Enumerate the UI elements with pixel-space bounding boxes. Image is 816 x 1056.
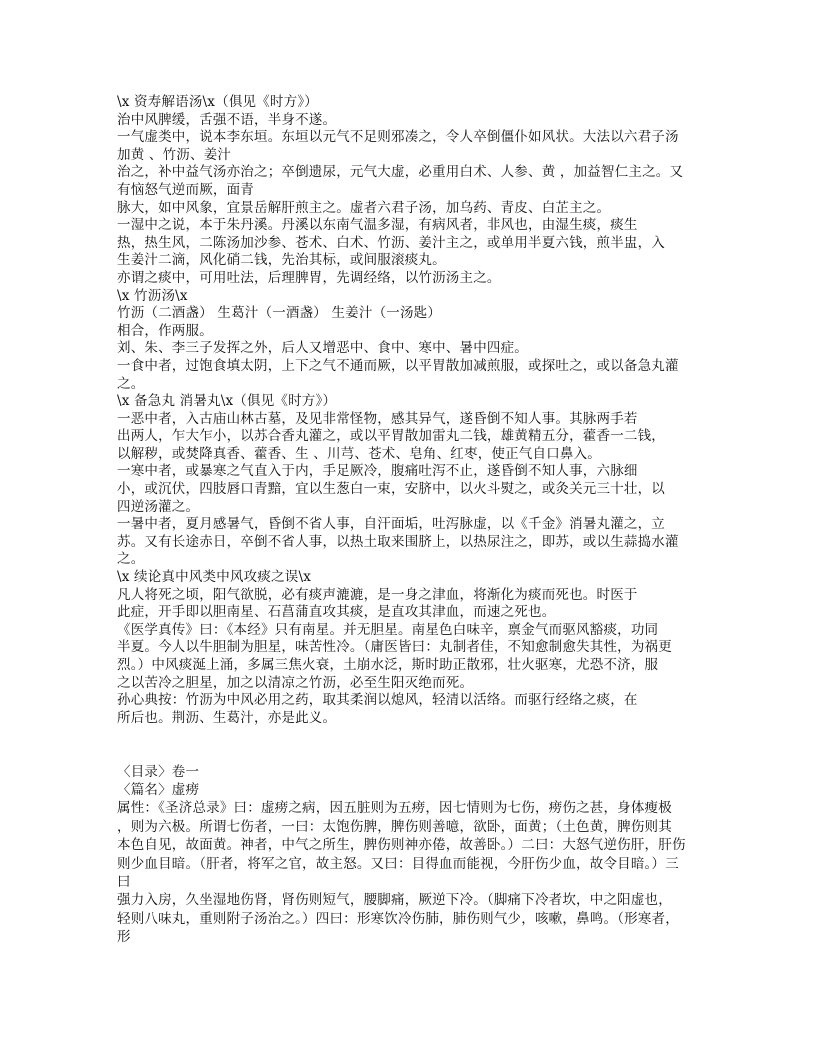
text-line: 相合，作两服。 — [117, 322, 213, 339]
text-line: 〈目录〉卷一 — [117, 763, 200, 780]
text-line: 一食中者，过饱食填太阴，上下之气不通而厥，以平胃散加减煎服，或探吐之，或以备急丸灌 — [117, 357, 679, 374]
text-line: 曰 — [117, 873, 131, 890]
text-line: 之。 — [117, 375, 145, 392]
section-zhongfeng — [117, 94, 717, 727]
text-line: 半夏。今人以牛胆制为胆星，味苦性冷。（庸医皆曰：丸制者佳，不知愈制愈失其性，为祸更 — [117, 639, 672, 656]
text-line: 凡人将死之顷，阳气欲脱，必有痰声漉漉，是一身之津血，将渐化为痰而死也。时医于 — [117, 586, 638, 603]
text-line: 加黄 、竹沥、姜汁 — [117, 146, 232, 163]
text-line: 烈。）中风痰涎上涌，多属三焦火衰，土崩水泛，斯时助正散邪，壮火驱寒，尤恐不济，服 — [117, 657, 659, 673]
blank-line — [117, 727, 717, 745]
text-line: 一寒中者，或暴寒之气直入于内，手足厥冷，腹痛吐泻不止，遂昏倒不知人事，六脉细 — [117, 463, 638, 480]
text-line: 脉大，如中风象，宜景岳解肝煎主之。虚者六君子汤，加乌药、青皮、白芷主之。 — [117, 199, 611, 216]
section-xulao — [117, 763, 717, 947]
text-line: \x 竹沥汤\x — [117, 287, 188, 304]
document-page — [117, 94, 717, 946]
text-line: 之以苦冷之胆星，加之以清凉之竹沥，必至生阳灭绝而死。 — [117, 674, 474, 691]
blank-line — [117, 745, 717, 763]
text-line: 一气虚类中，说本李东垣。东垣以元气不足则邪凑之，令人卒倒僵仆如风状。大法以六君子汤 — [117, 129, 679, 146]
text-line: 生姜汁二滴，风化硝二钱，先治其标，或间服滚痰丸。 — [117, 252, 446, 269]
text-line: 则少血目暗。（肝者，将军之官，故主怒。又曰：目得血而能视，今肝伤少血，故令目暗。）三 — [117, 855, 679, 872]
text-line: 孙心典按：竹沥为中风必用之药，取其柔润以熄风，轻清以活络。而驱行经络之痰，在 — [117, 692, 638, 709]
text-line: 热，热生风，二陈汤加沙参、苍术、白术、竹沥、姜汁主之，或单用半夏六钱，煎半盅，入 — [117, 234, 665, 251]
text-line: 出两人，乍大乍小，以苏合香丸灌之，或以平胃散加雷丸二钱，雄黄精五分，藿香一二钱， — [117, 428, 665, 445]
text-line: 一恶中者，入古庙山林古墓，及见非常怪物，感其异气，遂昏倒不知人事。其脉两手若 — [117, 410, 638, 427]
text-line: 之。 — [117, 551, 145, 568]
text-line: 治中风脾缓，舌强不语，半身不遂。 — [117, 111, 337, 128]
text-line: 刘、朱、李三子发挥之外，后人又增恶中、食中、寒中、暑中四症。 — [117, 340, 528, 357]
text-line: 四逆汤灌之。 — [117, 498, 200, 515]
text-line: 此症，开手即以胆南星、石菖蒲直攻其痰，是直攻其津血，而速之死也。 — [117, 604, 556, 621]
text-line: 属性：《圣济总录》曰：虚痨之病，因五脏则为五痨，因七情则为七伤，痨伤之甚，身体瘦极 — [117, 800, 672, 817]
text-line: 有恼怒气逆而厥，面青 — [117, 181, 254, 198]
text-line: 本色自见，故面黄。神者，中气之所生，脾伤则神亦倦，故善卧。）二曰：大怒气逆伤肝，肝伤 — [117, 837, 686, 854]
text-line: \x 备急丸 消暑丸\x（俱见《时方》） — [117, 393, 337, 410]
text-line: 一暑中者，夏月感暑气，昏倒不省人事，自汗面垢，吐泻脉虚，以《千金》消暑丸灌之，立 — [117, 516, 665, 533]
text-line: 〈篇名〉虚痨 — [117, 781, 200, 798]
text-line: 苏。又有长途赤日，卒倒不省人事，以热土取来围脐上，以热尿注之，即苏，或以生蒜捣水灌 — [117, 533, 679, 550]
text-line: 强力入房，久坐湿地伤肾，肾伤则短气，腰脚痛，厥逆下冷。（脚痛下冷者坎，中之阳虚也， — [117, 892, 672, 909]
text-line: 小，或沉伏，四肢唇口青黯，宜以生葱白一束，安脐中，以火斗熨之，或灸关元三十壮，以 — [117, 481, 665, 498]
text-line: 治之，补中益气汤亦治之；卒倒遗尿，元气大虚，必重用白术、人参、黄 ，加益智仁主之。又 — [117, 164, 684, 181]
text-line: 轻则八味丸，重则附子汤治之。）四曰：形寒饮冷伤肺，肺伤则气少，咳嗽，鼻鸣。（形寒者， — [117, 910, 679, 927]
text-line: 《医学真传》曰：《本经》只有南星。并无胆星。南星色白味辛，禀金气而驱风豁痰，功同 — [117, 621, 659, 638]
text-line: 所后也。荆沥、生葛汁，亦是此义。 — [117, 709, 337, 726]
text-line: 竹沥（二酒盏） 生葛汁（一酒盏） 生姜汁（一汤匙） — [117, 305, 442, 322]
text-line: 以解秽，或焚降真香、藿香、生 、川芎、苍术、皂角、红枣，使正气自口鼻入。 — [117, 445, 601, 462]
text-line: \x 资寿解语汤\x（俱见《时方》） — [117, 94, 318, 110]
text-line: 亦谓之痰中，可用吐法，后理脾胃，先调经络，以竹沥汤主之。 — [117, 269, 501, 286]
text-line: ，则为六极。所谓七伤者，一曰：太饱伤脾，脾伤则善噫，欲卧，面黄；（土色黄，脾伤则其 — [117, 818, 672, 835]
text-line: \x 续论真中风类中风攻痰之误\x — [117, 569, 312, 586]
text-line: 一湿中之说，本于朱丹溪。丹溪以东南气温多湿，有病风者，非风也，由湿生痰，痰生 — [117, 217, 638, 234]
text-line: 形 — [117, 929, 131, 946]
